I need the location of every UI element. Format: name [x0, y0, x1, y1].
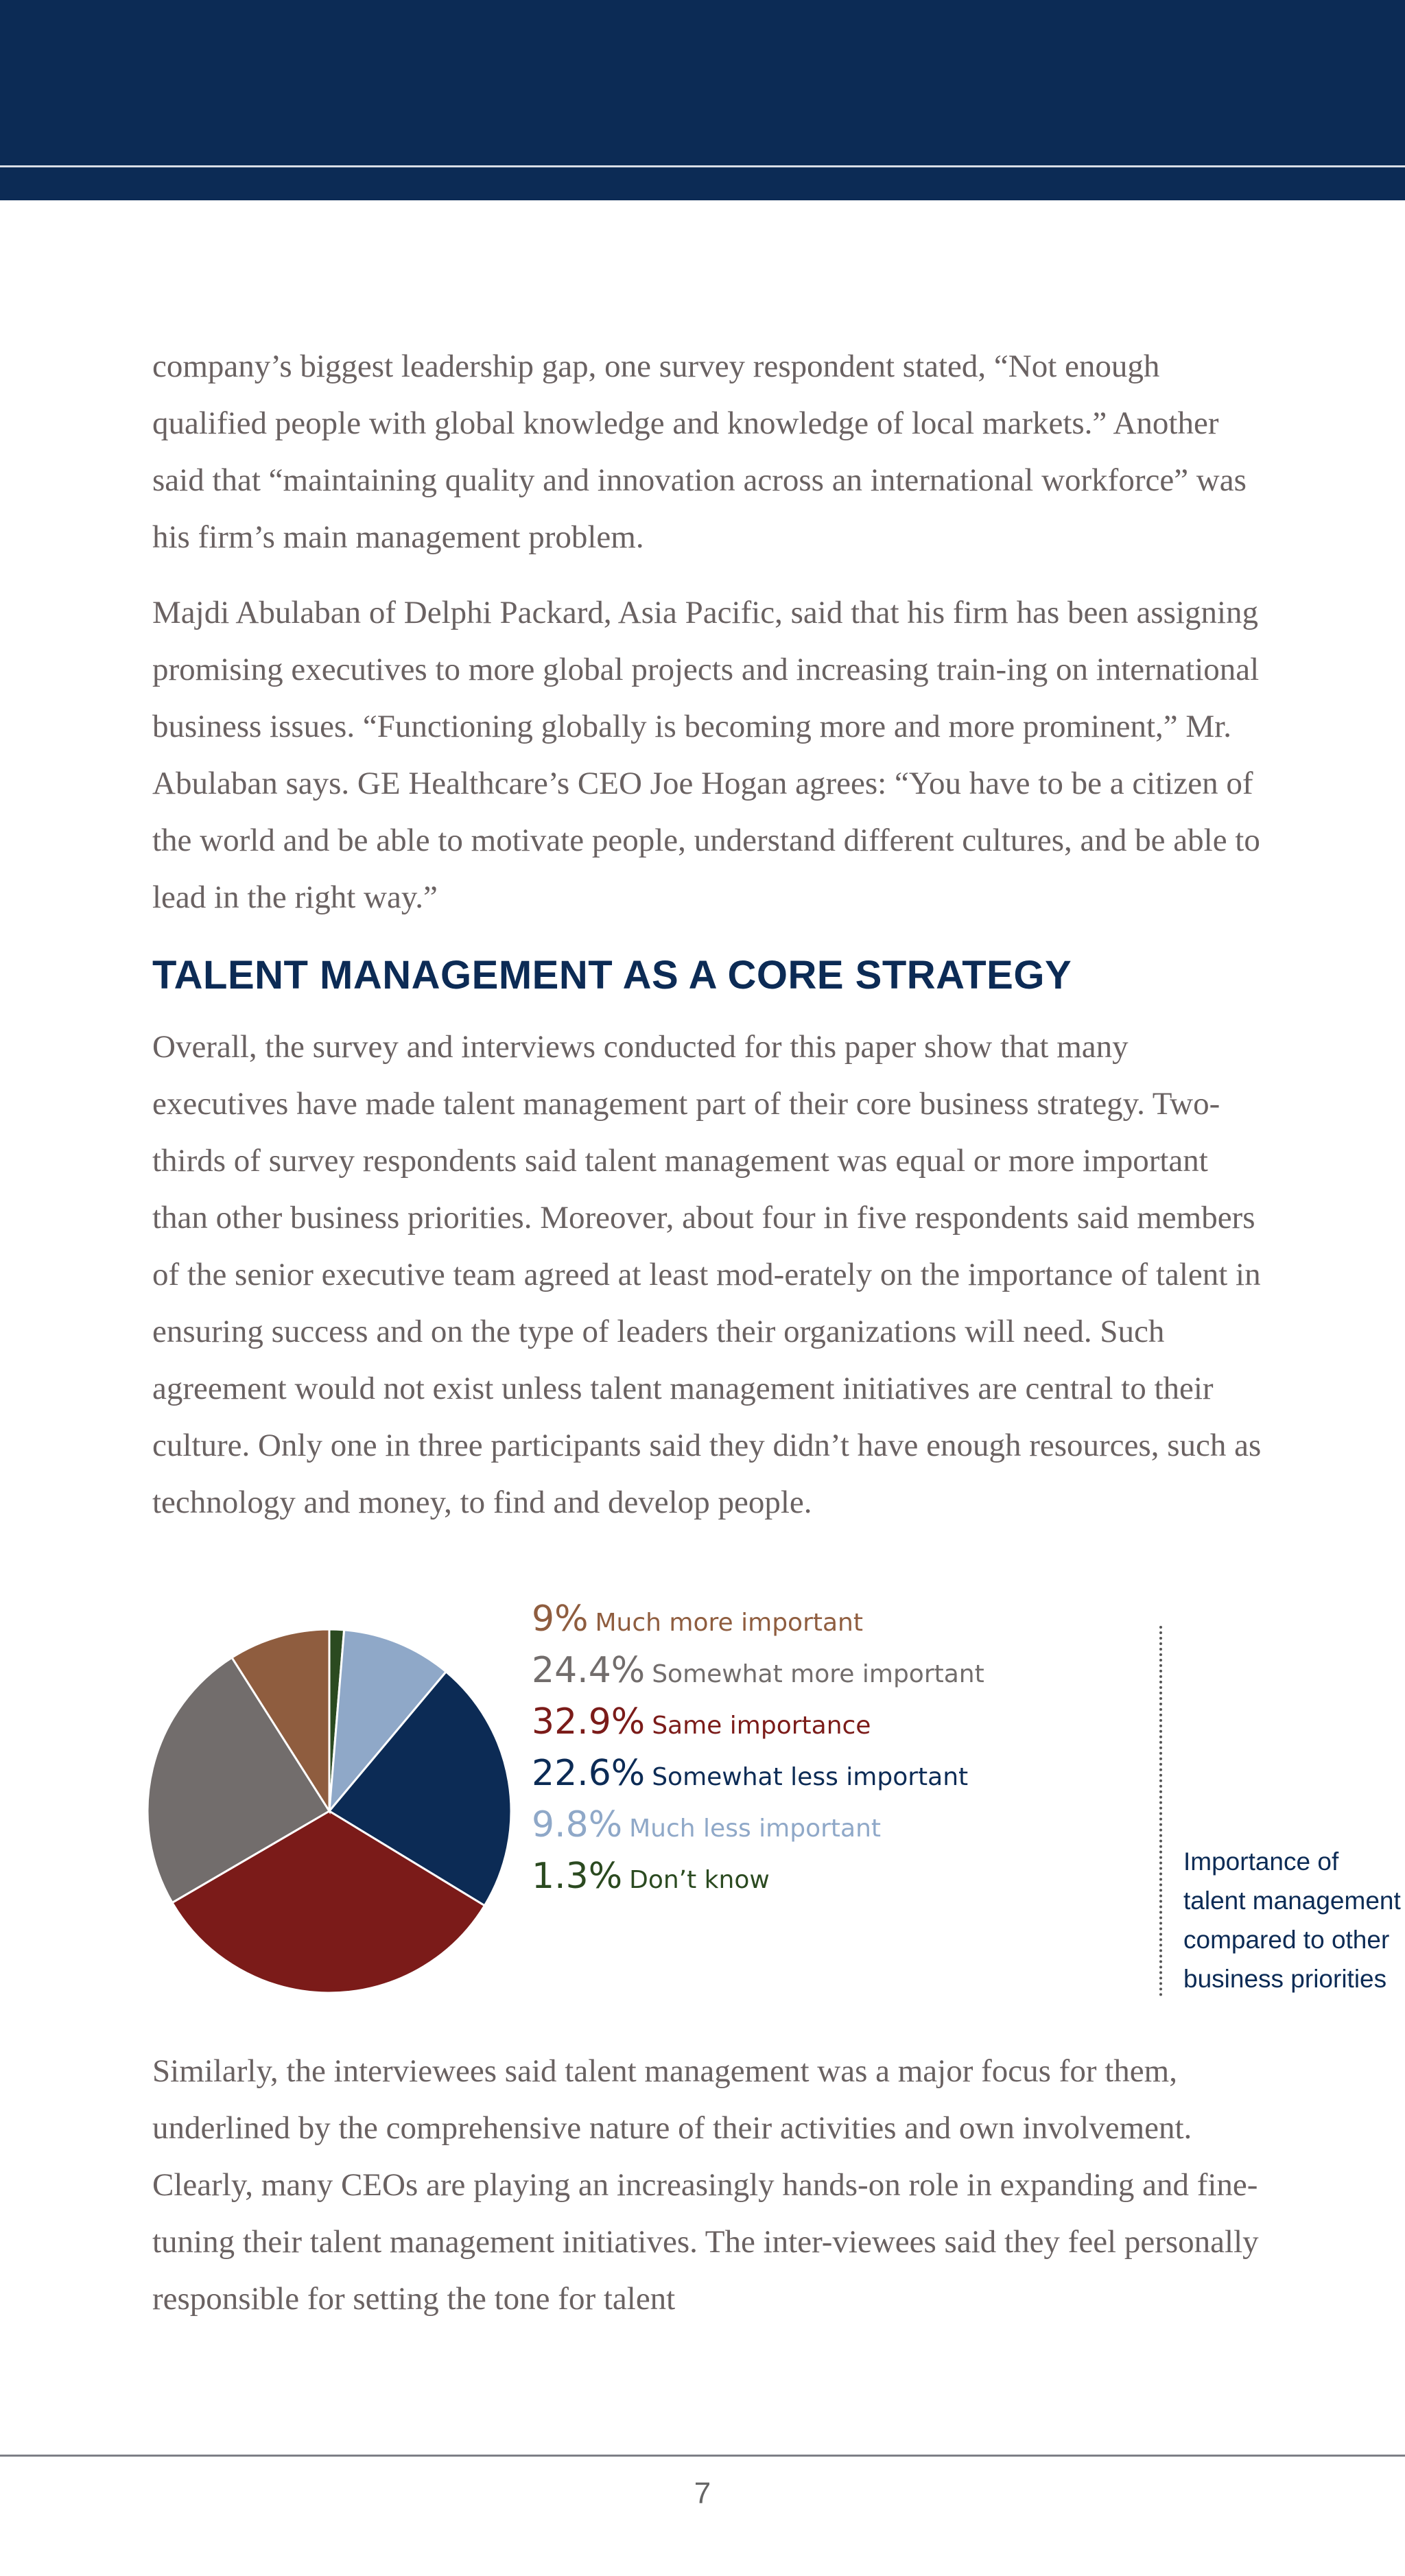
legend-item-somewhat-more-important — [532, 1650, 984, 1701]
pie-chart-figure — [137, 1598, 1401, 2010]
caption-divider — [1159, 1626, 1162, 1996]
footer-rule — [0, 2455, 1405, 2457]
body-paragraph-3: Overall, the survey and interviews conducted for this paper show that many executives have made talent management part of their core business strategy. Two-thirds of survey respondents said talent management was equal or more important than other business priorities. Moreover, about four in five respondents said members of the senior executive team agreed at least mod-erately on the importance of talent in ensuring success and on the type of leaders their organizations will need. Such agreement would not exist unless talent management initiatives are central to their culture. Only one in three participants said they didn’t have enough resources, such as technology and money, to find and develop people. — [152, 1029, 1262, 1520]
header-rule — [0, 165, 1405, 167]
legend-item-somewhat-less-important — [532, 1753, 968, 1804]
body-paragraph-1: company’s biggest leadership gap, one survey respondent stated, “Not enough qualified people with global knowledge and knowledge of local markets.” Another said that “maintaining quality and innovation across an international workforce” was his firm’s main management problem. — [152, 348, 1247, 555]
legend-value: 32.9% — [532, 1701, 646, 1742]
page-number: 7 — [694, 2477, 711, 2510]
legend-label: Much more important — [595, 1609, 863, 1637]
legend-value: 1.3% — [532, 1856, 623, 1897]
body-paragraph-2: Majdi Abulaban of Delphi Packard, Asia Pacific, said that his firm has been assigning promising executives to more global projects and increasing train-ing on international business issues. “Functioning globally is becoming more and more prominent,” Mr. Abulaban says. GE Healthcare’s CEO Joe Hogan agrees: “You have to be a citizen of the world and be able to motivate people, understand different cultures, and be able to lead in the right way.” — [152, 595, 1260, 915]
legend-label: Somewhat more important — [652, 1660, 984, 1688]
legend-label: Same importance — [652, 1712, 871, 1740]
legend-value: 9% — [532, 1598, 589, 1640]
legend-label: Somewhat less important — [652, 1763, 969, 1791]
header-band — [0, 0, 1405, 200]
section-heading: TALENT MANAGEMENT AS A CORE STRATEGY — [152, 953, 1072, 997]
legend-item-don-t-know — [532, 1856, 770, 1907]
legend-label: Much less important — [629, 1815, 881, 1843]
legend-item-same-importance — [532, 1701, 871, 1753]
chart-caption: Importance of talent management compared to other business priorities — [1183, 1847, 1401, 1993]
legend-value: 24.4% — [532, 1650, 646, 1691]
legend-value: 22.6% — [532, 1753, 646, 1794]
legend-label: Don’t know — [629, 1866, 770, 1894]
legend-item-much-less-important — [532, 1804, 881, 1856]
legend-item-much-more-important — [532, 1598, 863, 1650]
body-paragraph-4: Similarly, the interviewees said talent management was a major focus for them, underlined by the comprehensive nature of their activities and own involvement. Clearly, many CEOs are playing an increasingly hands-on role in expanding and fine-tuning their talent management initiatives. The inter-viewees said they feel personally responsible for setting the tone for talent — [152, 2053, 1259, 2317]
legend-value: 9.8% — [532, 1804, 623, 1845]
